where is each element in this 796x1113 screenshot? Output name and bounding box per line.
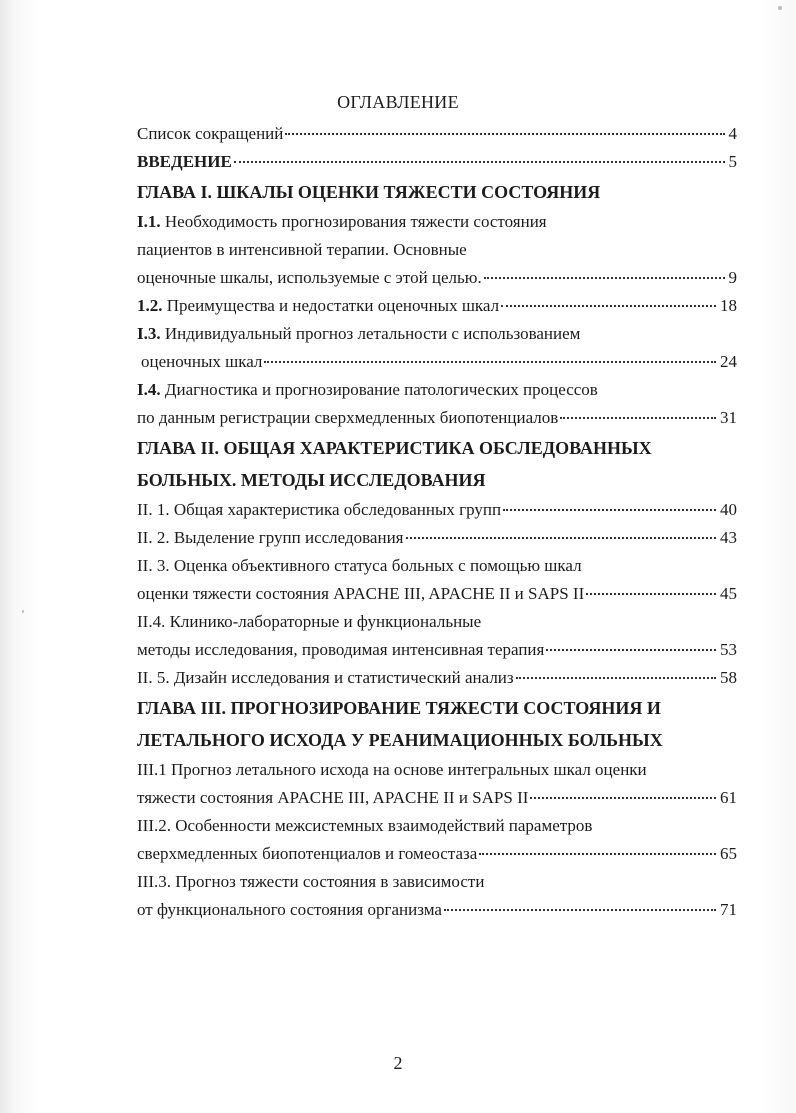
section-2-1[interactable] (137, 496, 737, 524)
section-1-2[interactable] (137, 292, 737, 320)
section-1-1-line-3[interactable] (137, 264, 737, 292)
dot-leader (560, 417, 716, 419)
toc-entry-text: ВВЕДЕНИЕ (137, 152, 232, 171)
dot-leader (285, 133, 724, 135)
toc-page-number: 65 (720, 844, 737, 863)
scan-speck (778, 6, 782, 10)
toc-entry-text: тяжести состояния APACHE III, APACHE II и SAPS II (137, 788, 529, 807)
toc-entry-text: оценки тяжести состояния APACHE III, APACHE II и SAPS II (137, 584, 585, 603)
toc-entry-text: Необходимость прогнозирования тяжести состояния (160, 212, 547, 231)
chapter-3-heading-line-1[interactable]: ГЛАВА III. ПРОГНОЗИРОВАНИЕ ТЯЖЕСТИ СОСТОЯНИЯ И (137, 698, 661, 718)
dot-leader (503, 509, 716, 511)
section-2-4-line-1[interactable]: II.4. Клинико-лабораторные и функциональные (137, 612, 482, 631)
toc-page-number: 24 (720, 352, 737, 371)
toc-entry-text: оценочных шкал (141, 352, 263, 371)
toc-entry-text: Диагностика и прогнозирование патологических процессов (160, 380, 598, 399)
dot-leader (444, 909, 716, 911)
chapter-1-heading[interactable]: ГЛАВА I. ШКАЛЫ ОЦЕНКИ ТЯЖЕСТИ СОСТОЯНИЯ (137, 182, 601, 202)
toc-page-number: 18 (720, 296, 737, 315)
section-number: I.1. (137, 212, 161, 231)
section-2-4-line-2[interactable] (137, 636, 737, 664)
toc-page-number: 61 (720, 788, 737, 807)
section-1-3-line-2[interactable] (137, 348, 737, 376)
toc-entry-text: II. 5. Дизайн исследования и статистический анализ (137, 668, 514, 687)
toc-entry-text: методы исследования, проводимая интенсивная терапия (137, 640, 545, 659)
chapter-2-heading-line-2[interactable]: БОЛЬНЫХ. МЕТОДЫ ИССЛЕДОВАНИЯ (137, 470, 486, 490)
section-2-2[interactable] (137, 524, 737, 552)
toc-entry-abbreviations[interactable] (137, 120, 737, 148)
toc-page-number: 4 (728, 124, 737, 143)
dot-leader (501, 305, 716, 307)
section-3-1-line-2[interactable] (137, 784, 737, 812)
section-3-1-line-1[interactable]: III.1 Прогноз летального исхода на основе интегральных шкал оценки (137, 760, 647, 779)
toc-page-number: 5 (728, 152, 737, 171)
section-2-3-line-2[interactable] (137, 580, 737, 608)
toc-page-number: 45 (720, 584, 737, 603)
toc-entry-text: Список сокращений (137, 124, 284, 143)
page-number: 2 (393, 1053, 403, 1073)
section-1-1-line-1[interactable] (137, 208, 737, 236)
dot-leader (586, 593, 716, 595)
dot-leader (484, 277, 725, 279)
dot-leader (516, 677, 716, 679)
section-2-5[interactable] (137, 664, 737, 692)
toc-entry-text: по данным регистрации сверхмедленных биопотенциалов (137, 408, 559, 427)
toc-entry-text: Индивидуальный прогноз летальности с использованием (160, 324, 581, 343)
toc-entry-text: Преимущества и недостатки оценочных шкал (162, 296, 500, 315)
toc-title: ОГЛАВЛЕНИЕ (337, 92, 459, 112)
section-1-3-line-1[interactable] (137, 320, 737, 348)
dot-leader (546, 649, 716, 651)
section-3-3-line-2[interactable] (137, 896, 737, 924)
toc-entry-text: II. 1. Общая характеристика обследованных групп (137, 500, 502, 519)
toc-page-number: 53 (720, 640, 737, 659)
section-number: I.4. (137, 380, 161, 399)
dot-leader (264, 361, 716, 363)
section-1-4-line-2[interactable] (137, 404, 737, 432)
toc-page-number: 43 (720, 528, 737, 547)
section-number: I.3. (137, 324, 161, 343)
section-2-3-line-1[interactable]: II. 3. Оценка объективного статуса больных с помощью шкал (137, 556, 582, 575)
toc-page-number: 40 (720, 500, 737, 519)
dot-leader (530, 797, 716, 799)
scan-speck (22, 610, 24, 613)
section-1-1-line-2: пациентов в интенсивной терапии. Основные (137, 240, 467, 259)
chapter-2-heading-line-1[interactable]: ГЛАВА II. ОБЩАЯ ХАРАКТЕРИСТИКА ОБСЛЕДОВАННЫХ (137, 438, 652, 458)
toc-entry-text: сверхмедленных биопотенциалов и гомеостаза (137, 844, 478, 863)
toc-page-number: 58 (720, 668, 737, 687)
table-of-contents (137, 120, 737, 924)
toc-entry-text: от функционального состояния организма (137, 900, 442, 919)
toc-entry-introduction[interactable] (137, 148, 737, 176)
section-1-4-line-1[interactable] (137, 376, 737, 404)
toc-page-number: 31 (720, 408, 737, 427)
toc-page-number: 9 (728, 268, 737, 287)
toc-entry-text: II. 2. Выделение групп исследования (137, 528, 404, 547)
section-number: 1.2. (137, 296, 163, 315)
section-3-2-line-1[interactable]: III.2. Особенности межсистемных взаимодействий параметров (137, 816, 593, 835)
section-3-3-line-1[interactable]: III.3. Прогноз тяжести состояния в зависимости (137, 872, 485, 891)
chapter-3-heading-line-2[interactable]: ЛЕТАЛЬНОГО ИСХОДА У РЕАНИМАЦИОННЫХ БОЛЬНЫХ (137, 730, 663, 750)
dot-leader (406, 537, 717, 539)
section-3-2-line-2[interactable] (137, 840, 737, 868)
dot-leader (479, 853, 716, 855)
toc-page-number: 71 (720, 900, 737, 919)
dot-leader (234, 161, 725, 163)
toc-entry-text: оценочные шкалы, используемые с этой целью. (137, 268, 482, 287)
